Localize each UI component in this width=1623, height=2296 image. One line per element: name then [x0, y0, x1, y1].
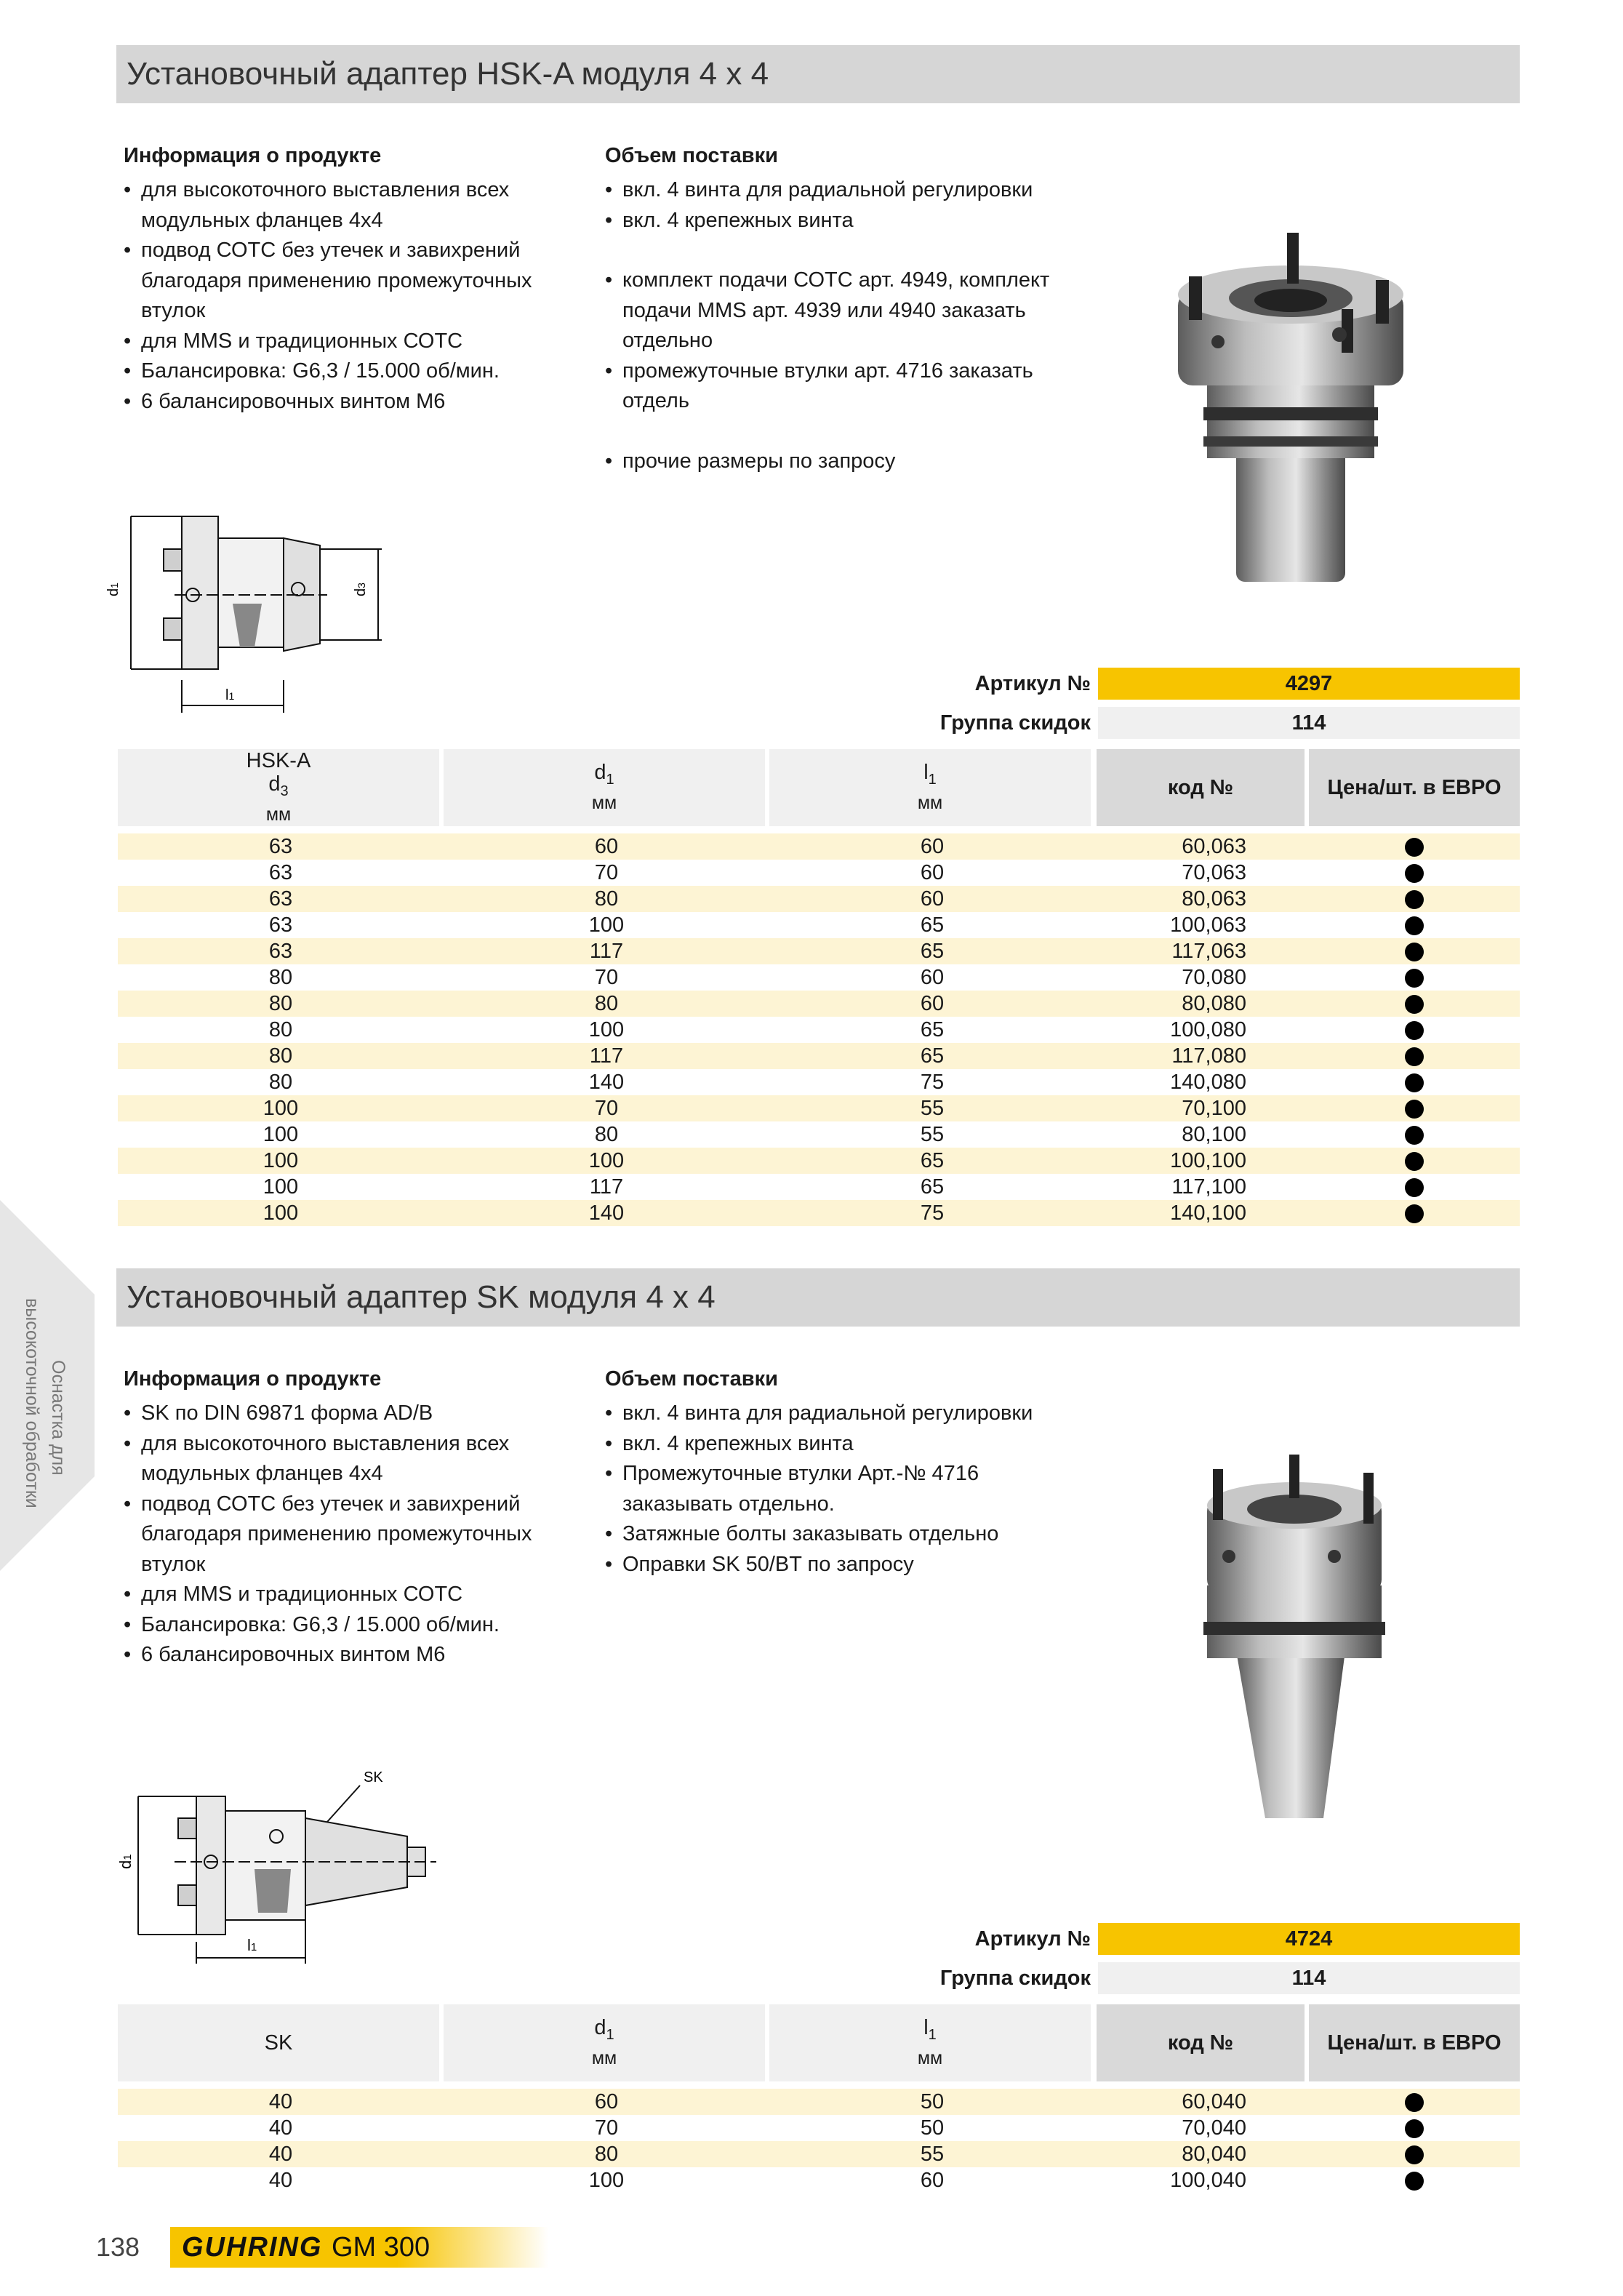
price-cell: [1309, 1148, 1520, 1174]
price-on-request-dot-icon: [1405, 1178, 1424, 1197]
table-row: [118, 1069, 1520, 1095]
sk-technical-drawing: [109, 1760, 458, 1964]
section2-scope: [605, 1367, 1056, 1580]
list-item: • вкл. 4 крепежных винта: [605, 1429, 1056, 1460]
hsk-technical-drawing: [105, 509, 400, 720]
article-value: 4724: [1098, 1923, 1520, 1955]
list-item: • для высокоточного выставления всех модульных фланцев 4x4: [124, 175, 589, 236]
article-value: 4297: [1098, 668, 1520, 700]
drawing-label-d1: d1: [105, 583, 121, 596]
drawing-label-l1: l1: [225, 687, 235, 703]
discount-value: 114: [1098, 707, 1520, 739]
page-number: 138: [96, 2232, 140, 2262]
section2-info: [124, 1367, 589, 1671]
price-on-request-dot-icon: [1405, 2172, 1424, 2191]
article-row-2: Артикул № 4724: [727, 1923, 1520, 1955]
table-cell: 100: [118, 1174, 444, 1200]
info-list: [124, 1399, 589, 1671]
list-item: • Затяжные болты заказывать отдельно: [605, 1519, 1056, 1550]
table-cell: 40: [118, 2141, 444, 2167]
price-on-request-dot-icon: [1405, 2145, 1424, 2164]
price-cell: [1309, 1069, 1520, 1095]
brand-logo: GUHRING: [182, 2232, 323, 2263]
table-cell: 80: [118, 1043, 444, 1069]
table-cell: 63: [118, 833, 444, 860]
table-cell: 80,080: [1095, 991, 1309, 1017]
list-item: • вкл. 4 крепежных винта: [605, 206, 1056, 236]
list-item: • для высокоточного выставления всех модульных фланцев 4x4: [124, 1429, 589, 1489]
price-on-request-dot-icon: [1405, 1100, 1424, 1119]
section1-info: [124, 144, 589, 417]
table-cell: 117,080: [1095, 1043, 1309, 1069]
price-on-request-dot-icon: [1405, 890, 1424, 909]
col-header-code: код №: [1097, 749, 1305, 826]
price-cell: [1309, 2089, 1520, 2115]
table-cell: 40: [118, 2089, 444, 2115]
table-row: [118, 886, 1520, 912]
info-list: [124, 175, 589, 417]
list-item: • комплект подачи СОТС арт. 4949, комплект подачи MMS арт. 4939 или 4940 заказать отдельно: [605, 265, 1056, 356]
table-cell: 100,100: [1095, 1148, 1309, 1174]
section1-scope: [605, 144, 1056, 476]
table-cell: 80: [444, 2141, 769, 2167]
table-row: [118, 964, 1520, 991]
col-header-l1: $l_1$ мм: [769, 2004, 1091, 2081]
col-header-d3: HSK-A $d_3$ мм: [118, 749, 439, 826]
list-item: • для MMS и традиционных СОТС: [124, 327, 589, 357]
price-on-request-dot-icon: [1405, 916, 1424, 935]
discount-value: 114: [1098, 1962, 1520, 1994]
table-cell: 70: [444, 860, 769, 886]
table-cell: 60: [444, 2089, 769, 2115]
table-row: [118, 1095, 1520, 1121]
table-row: [118, 1174, 1520, 1200]
catalog-name: GM 300: [332, 2232, 430, 2263]
price-on-request-dot-icon: [1405, 943, 1424, 961]
table-cell: 140,100: [1095, 1200, 1309, 1226]
table-cell: 70,100: [1095, 1095, 1309, 1121]
list-item: • 6 балансировочных винтом M6: [124, 1640, 589, 1671]
price-on-request-dot-icon: [1405, 2093, 1424, 2112]
table-cell: 60: [769, 991, 1095, 1017]
table-cell: 40: [118, 2167, 444, 2193]
table-cell: 50: [769, 2089, 1095, 2115]
table-row: [118, 1121, 1520, 1148]
table-cell: 75: [769, 1200, 1095, 1226]
table-cell: 65: [769, 1174, 1095, 1200]
table-cell: 80: [444, 1121, 769, 1148]
side-tab-line2: высокоточной обработки: [22, 1298, 42, 1508]
discount-row-2: Группа скидок 114: [727, 1962, 1520, 1994]
table-cell: 117,100: [1095, 1174, 1309, 1200]
table-cell: 63: [118, 912, 444, 938]
table-cell: 80: [118, 1017, 444, 1043]
table-cell: 60: [769, 964, 1095, 991]
col-header-price: Цена/шт. в ЕВРО: [1309, 749, 1520, 826]
table-cell: 60: [769, 2167, 1095, 2193]
price-cell: [1309, 2141, 1520, 2167]
scope-title: Объем поставки: [605, 1367, 778, 1391]
hsk-data-table: [118, 833, 1520, 1226]
table-cell: 65: [769, 912, 1095, 938]
table-cell: 70,040: [1095, 2115, 1309, 2141]
table-cell: 100: [118, 1200, 444, 1226]
table-cell: 55: [769, 2141, 1095, 2167]
table-cell: 117,063: [1095, 938, 1309, 964]
price-cell: [1309, 1200, 1520, 1226]
scope-list: [605, 175, 1056, 476]
table-row: [118, 2141, 1520, 2167]
list-item: • Балансировка: G6,3 / 15.000 об/мин.: [124, 356, 589, 387]
table-cell: 65: [769, 938, 1095, 964]
col-header-sk: SK: [118, 2004, 439, 2081]
price-cell: [1309, 860, 1520, 886]
table-cell: 100: [444, 912, 769, 938]
table-row: [118, 2115, 1520, 2141]
table-cell: 55: [769, 1095, 1095, 1121]
table-cell: 50: [769, 2115, 1095, 2141]
table-row: [118, 2089, 1520, 2115]
price-cell: [1309, 2115, 1520, 2141]
table-cell: 65: [769, 1148, 1095, 1174]
price-on-request-dot-icon: [1405, 995, 1424, 1014]
table-cell: 140: [444, 1200, 769, 1226]
table-cell: 80: [444, 886, 769, 912]
price-on-request-dot-icon: [1405, 1047, 1424, 1066]
sk-adapter-photo: [1178, 1455, 1411, 1833]
table-cell: 65: [769, 1043, 1095, 1069]
list-item: • подвод СОТС без утечек и завихрений благодаря применению промежуточных втулок: [124, 1489, 589, 1580]
price-on-request-dot-icon: [1405, 2119, 1424, 2138]
list-item: • Балансировка: G6,3 / 15.000 об/мин.: [124, 1610, 589, 1641]
list-item: • прочие размеры по запросу: [605, 447, 1056, 477]
scope-list: [605, 1399, 1056, 1580]
price-cell: [1309, 1095, 1520, 1121]
price-cell: [1309, 886, 1520, 912]
list-item: • подвод СОТС без утечек и завихрений благодаря применению промежуточных втулок: [124, 236, 589, 327]
table-cell: 80,040: [1095, 2141, 1309, 2167]
price-cell: [1309, 938, 1520, 964]
table-cell: 70,080: [1095, 964, 1309, 991]
price-on-request-dot-icon: [1405, 1204, 1424, 1223]
col-header-d1: $d_1$ мм: [444, 2004, 765, 2081]
price-cell: [1309, 833, 1520, 860]
table-cell: 60: [769, 833, 1095, 860]
price-cell: [1309, 1017, 1520, 1043]
table-cell: 63: [118, 860, 444, 886]
table-row: [118, 1043, 1520, 1069]
section2-title: Установочный адаптер SK модуля 4 x 4: [116, 1268, 1520, 1327]
table-row: [118, 2167, 1520, 2193]
table-cell: 70,063: [1095, 860, 1309, 886]
footer-brand-bar: [170, 2227, 548, 2268]
col-header-l1: $l_1$ мм: [769, 749, 1091, 826]
table-row: [118, 1200, 1520, 1226]
list-item: • Промежуточные втулки Арт.-№ 4716 заказывать отдельно.: [605, 1459, 1056, 1519]
list-item: • 6 балансировочных винтом M6: [124, 387, 589, 417]
table-cell: 100: [118, 1148, 444, 1174]
list-item: • промежуточные втулки арт. 4716 заказать отдель: [605, 356, 1056, 417]
sk-data-table: [118, 2089, 1520, 2193]
table-cell: 70: [444, 1095, 769, 1121]
table-cell: 100: [118, 1095, 444, 1121]
table-cell: 60: [769, 886, 1095, 912]
list-item: • SK по DIN 69871 форма AD/B: [124, 1399, 589, 1429]
table-cell: 80,100: [1095, 1121, 1309, 1148]
table-row: [118, 991, 1520, 1017]
table-cell: 100,080: [1095, 1017, 1309, 1043]
table-cell: 100,063: [1095, 912, 1309, 938]
price-cell: [1309, 964, 1520, 991]
table-cell: 63: [118, 886, 444, 912]
price-on-request-dot-icon: [1405, 1021, 1424, 1040]
table-cell: 100: [444, 1148, 769, 1174]
price-on-request-dot-icon: [1405, 1073, 1424, 1092]
table-cell: 140: [444, 1069, 769, 1095]
list-item: • вкл. 4 винта для радиальной регулировки: [605, 1399, 1056, 1429]
table-cell: 117: [444, 1174, 769, 1200]
table-row: [118, 860, 1520, 886]
table-cell: 80: [118, 991, 444, 1017]
price-cell: [1309, 1121, 1520, 1148]
table-cell: 80: [444, 991, 769, 1017]
price-on-request-dot-icon: [1405, 838, 1424, 857]
table-cell: 140,080: [1095, 1069, 1309, 1095]
side-tab-line1: Оснастка для: [48, 1360, 68, 1476]
table-cell: 80: [118, 964, 444, 991]
table-cell: 60: [769, 860, 1095, 886]
info-title: Информация о продукте: [124, 1367, 382, 1391]
table-row: [118, 1017, 1520, 1043]
col-header-d1: $d_1$ мм: [444, 749, 765, 826]
col-header-price: Цена/шт. в ЕВРО: [1309, 2004, 1520, 2081]
table-cell: 80: [118, 1069, 444, 1095]
table-cell: 75: [769, 1069, 1095, 1095]
table-cell: 100: [444, 1017, 769, 1043]
table-cell: 100: [118, 1121, 444, 1148]
table-cell: 65: [769, 1017, 1095, 1043]
price-on-request-dot-icon: [1405, 1152, 1424, 1171]
table-cell: 80,063: [1095, 886, 1309, 912]
drawing-label-d1: d1: [116, 1854, 135, 1869]
table-row: [118, 912, 1520, 938]
drawing-label-d3: d3: [353, 583, 369, 596]
table-cell: 60: [444, 833, 769, 860]
table-cell: 60,063: [1095, 833, 1309, 860]
hsk-adapter-photo: [1149, 225, 1440, 596]
scope-title: Объем поставки: [605, 144, 778, 167]
table-cell: 100: [444, 2167, 769, 2193]
table-row: [118, 1148, 1520, 1174]
table-cell: 63: [118, 938, 444, 964]
price-on-request-dot-icon: [1405, 969, 1424, 988]
drawing-label-l1: l1: [247, 1936, 257, 1954]
table-cell: 117: [444, 938, 769, 964]
table-cell: 100,040: [1095, 2167, 1309, 2193]
table-cell: 117: [444, 1043, 769, 1069]
list-item: • вкл. 4 винта для радиальной регулировки: [605, 175, 1056, 206]
table-cell: 70: [444, 2115, 769, 2141]
section1-title: Установочный адаптер HSK-A модуля 4 x 4: [116, 45, 1520, 103]
list-item: • для MMS и традиционных СОТС: [124, 1580, 589, 1610]
table-cell: 70: [444, 964, 769, 991]
price-cell: [1309, 991, 1520, 1017]
price-cell: [1309, 2167, 1520, 2193]
table-cell: 40: [118, 2115, 444, 2141]
article-row-1: Артикул № 4297: [727, 668, 1520, 700]
price-on-request-dot-icon: [1405, 864, 1424, 883]
price-cell: [1309, 1174, 1520, 1200]
table-row: [118, 938, 1520, 964]
drawing-label-sk: SK: [364, 1769, 383, 1785]
table-cell: 55: [769, 1121, 1095, 1148]
list-item: • Оправки SK 50/BT по запросу: [605, 1550, 1056, 1580]
discount-row-1: Группа скидок 114: [727, 707, 1520, 739]
price-cell: [1309, 912, 1520, 938]
price-cell: [1309, 1043, 1520, 1069]
table-row: [118, 833, 1520, 860]
price-on-request-dot-icon: [1405, 1126, 1424, 1145]
info-title: Информация о продукте: [124, 144, 382, 167]
table-cell: 60,040: [1095, 2089, 1309, 2115]
col-header-code: код №: [1097, 2004, 1305, 2081]
